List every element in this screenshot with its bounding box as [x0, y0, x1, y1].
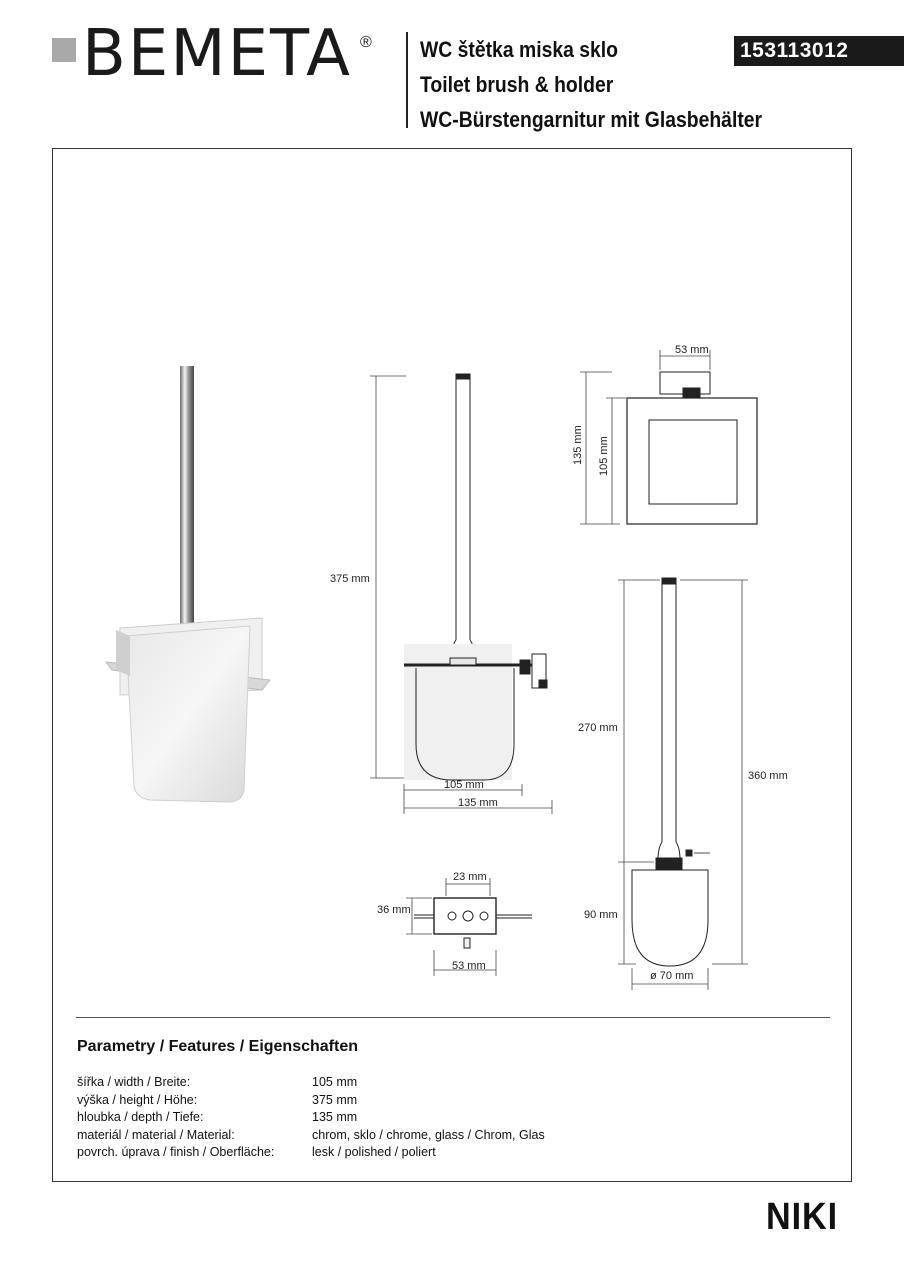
series-name: NIKI: [766, 1196, 838, 1238]
dim-brush-total: 360 mm: [748, 770, 788, 782]
product-code-badge: 153113012: [734, 36, 904, 66]
title-de: WC-Bürstengarnitur mit Glasbehälter: [420, 107, 763, 132]
features-divider: [76, 1017, 830, 1018]
dim-depth: 135 mm: [458, 797, 498, 809]
dim-top-width: 53 mm: [675, 344, 709, 356]
dim-bracket-height: 36 mm: [377, 904, 411, 916]
dim-bowl-width: 105 mm: [444, 779, 484, 791]
feature-row: [77, 1092, 677, 1110]
bracket-view: [414, 898, 532, 948]
features-table: [77, 1074, 677, 1162]
features-title: Parametry / Features / Eigenschaften: [77, 1038, 358, 1055]
feature-value: lesk / polished / poliert: [312, 1145, 436, 1160]
feature-key: hloubka / depth / Tiefe:: [77, 1110, 204, 1125]
feature-key: povrch. úprava / finish / Oberfläche:: [77, 1145, 275, 1160]
feature-key: materiál / material / Material:: [77, 1127, 235, 1142]
title-cz: WC štětka miska sklo: [420, 37, 618, 62]
dim-brush-head: 90 mm: [584, 909, 618, 921]
feature-row: [77, 1074, 677, 1092]
brand-logo: BEMETA: [82, 17, 352, 91]
brush-view: [632, 578, 710, 966]
title-en: Toilet brush & holder: [420, 72, 614, 97]
feature-value: 135 mm: [312, 1110, 358, 1125]
dim-top-depth: 135 mm: [572, 425, 584, 465]
feature-key: výška / height / Höhe:: [77, 1092, 198, 1107]
dim-brush-handle: 270 mm: [578, 722, 618, 734]
brush-view-dimensions: [618, 580, 748, 990]
feature-row: [77, 1127, 677, 1145]
product-illustration: [106, 366, 270, 802]
dim-bracket-width: 23 mm: [453, 871, 487, 883]
feature-value: 105 mm: [312, 1075, 358, 1089]
feature-row: [77, 1144, 677, 1162]
registered-mark: ®: [360, 34, 372, 51]
front-view: [404, 374, 547, 780]
dim-brush-diameter: ø 70 mm: [650, 970, 694, 982]
top-view: [627, 372, 757, 524]
feature-value: chrom, sklo / chrome, glass / Chrom, Glas: [312, 1127, 545, 1142]
dim-bracket-base: 53 mm: [452, 960, 486, 972]
dim-height-total: 375 mm: [330, 573, 370, 585]
dim-top-inner: 105 mm: [598, 436, 610, 476]
feature-value: 375 mm: [312, 1092, 358, 1107]
feature-row: [77, 1109, 677, 1127]
feature-key: šířka / width / Breite:: [77, 1075, 191, 1089]
